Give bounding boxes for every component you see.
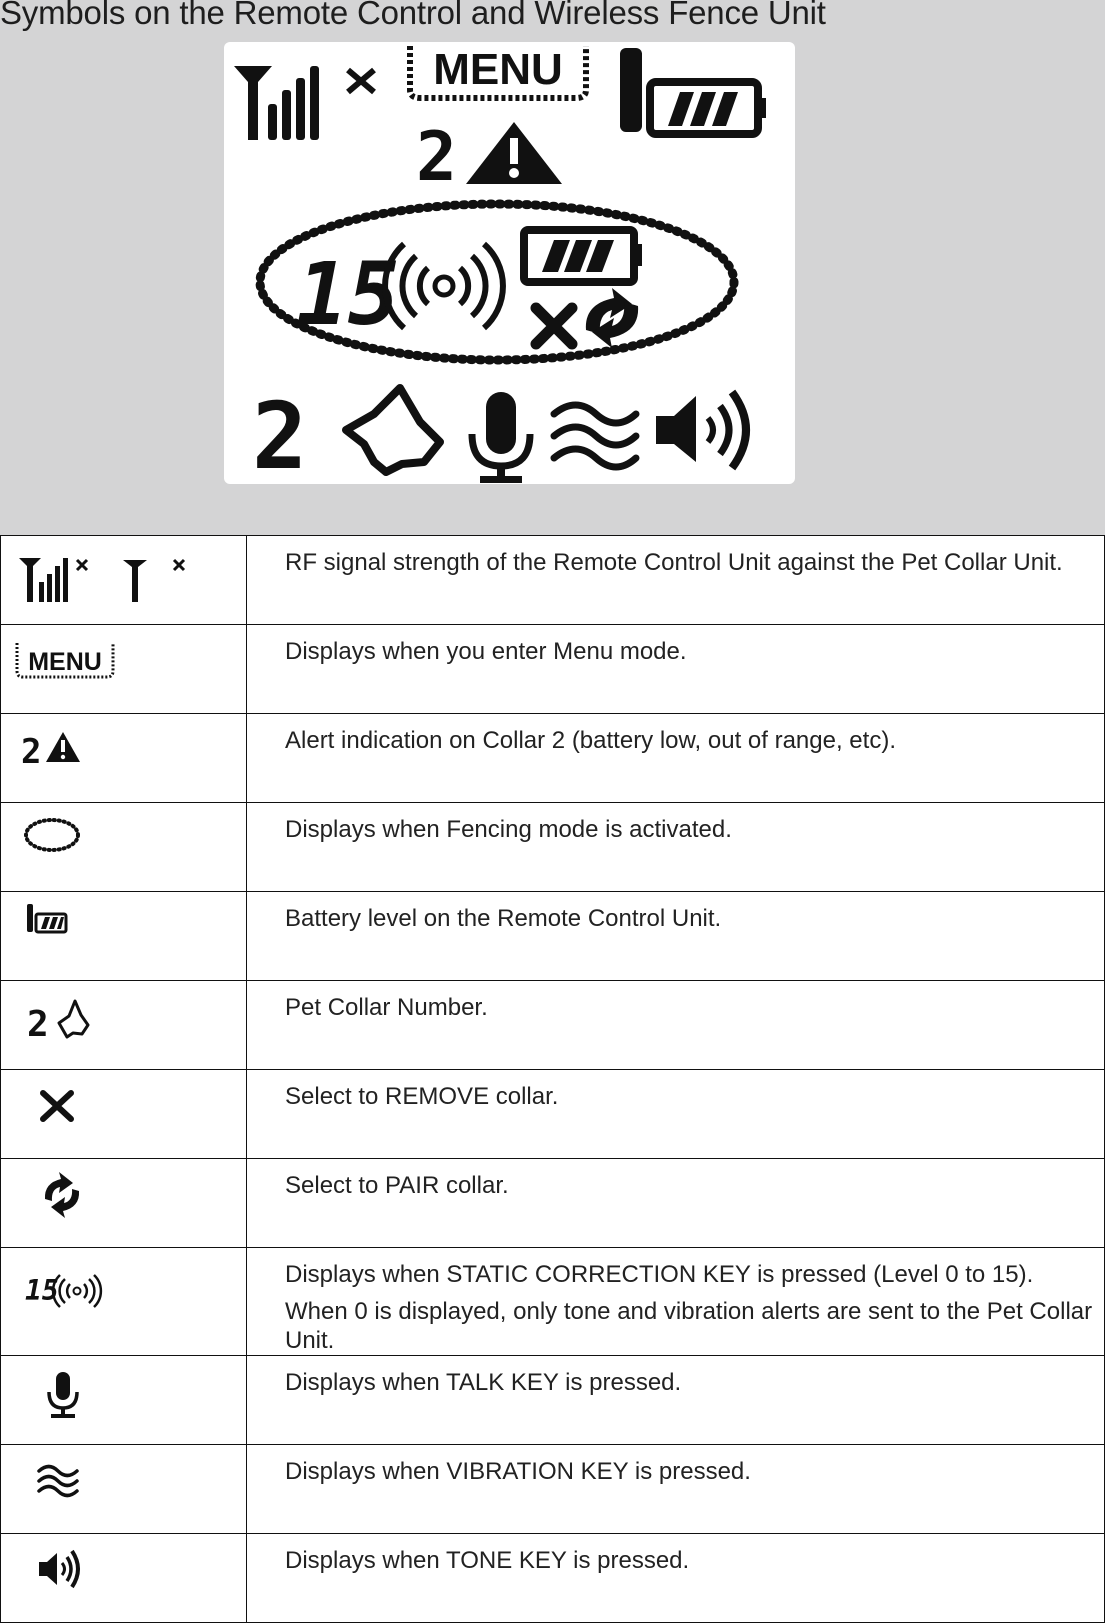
description-cell bbox=[247, 1159, 1105, 1248]
table-row bbox=[1, 1534, 1105, 1623]
row-description: Select to PAIR collar. bbox=[285, 1172, 509, 1199]
description-cell bbox=[247, 1534, 1105, 1623]
menu-icon bbox=[410, 45, 586, 98]
icon-cell bbox=[1, 1445, 247, 1534]
fence-oval-icon bbox=[1, 803, 246, 892]
lcd-display-illustration bbox=[224, 42, 795, 484]
table-row bbox=[1, 892, 1105, 981]
svg-text:15: 15 bbox=[25, 1274, 59, 1307]
description-cell bbox=[247, 1248, 1105, 1356]
remote-battery-icon bbox=[620, 48, 766, 134]
row-description: Displays when Fencing mode is activated. bbox=[285, 816, 732, 843]
rf-signal-icon bbox=[234, 66, 374, 140]
collar-battery-icon bbox=[524, 230, 642, 282]
vibration-waves-icon bbox=[554, 405, 636, 467]
symbols-table bbox=[0, 535, 1105, 1623]
icon-cell bbox=[1, 1534, 247, 1623]
description-cell bbox=[247, 1445, 1105, 1534]
microphone-icon bbox=[1, 1356, 246, 1445]
description-cell bbox=[247, 981, 1105, 1070]
table-row bbox=[1, 1356, 1105, 1445]
table-row bbox=[1, 1159, 1105, 1248]
icon-cell bbox=[1, 714, 247, 803]
icon-cell bbox=[1, 1356, 247, 1445]
table-row bbox=[1, 1445, 1105, 1534]
remove-x-icon bbox=[536, 308, 572, 344]
row-description: Displays when TONE KEY is pressed. bbox=[285, 1547, 690, 1574]
static-correction-icon bbox=[1, 1248, 246, 1351]
row-description: RF signal strength of the Remote Control Unit against the Pet Collar Unit. bbox=[285, 549, 1063, 576]
row-description: Displays when STATIC CORRECTION KEY is pressed (Level 0 to 15). bbox=[285, 1261, 1034, 1288]
table-row bbox=[1, 1070, 1105, 1159]
static-correction-icon bbox=[296, 244, 503, 345]
svg-text:2: 2 bbox=[416, 118, 457, 197]
speaker-tone-icon bbox=[1, 1534, 246, 1623]
description-cell bbox=[247, 892, 1105, 981]
table-row bbox=[1, 625, 1105, 714]
remote-battery-icon bbox=[1, 892, 246, 981]
table-row bbox=[1, 1248, 1105, 1356]
svg-text:2: 2 bbox=[27, 1004, 49, 1045]
row-description: Alert indication on Collar 2 (battery low, out of range, etc). bbox=[285, 727, 896, 754]
table-row bbox=[1, 981, 1105, 1070]
description-cell bbox=[247, 1356, 1105, 1445]
rf-signal-icon bbox=[1, 536, 246, 625]
row-description: Pet Collar Number. bbox=[285, 994, 488, 1021]
dog-head-icon bbox=[346, 388, 440, 472]
icon-cell bbox=[1, 892, 247, 981]
icon-cell bbox=[1, 625, 247, 714]
description-cell bbox=[247, 625, 1105, 714]
page-title: Symbols on the Remote Control and Wireless Fence Unit bbox=[0, 0, 826, 31]
row-description: Battery level on the Remote Control Unit. bbox=[285, 905, 722, 932]
icon-cell bbox=[1, 981, 247, 1070]
icon-cell bbox=[1, 536, 247, 625]
description-cell bbox=[247, 536, 1105, 625]
collar-alert-icon bbox=[416, 118, 562, 197]
pet-collar-number: 2 bbox=[252, 383, 308, 484]
header-panel bbox=[0, 0, 1105, 535]
collar-alert-icon bbox=[1, 714, 246, 803]
description-cell bbox=[247, 1070, 1105, 1159]
table-row bbox=[1, 803, 1105, 892]
icon-cell bbox=[1, 1159, 247, 1248]
icon-cell bbox=[1, 1070, 247, 1159]
svg-text:MENU: MENU bbox=[433, 45, 563, 94]
icon-cell bbox=[1, 803, 247, 892]
remove-x-icon bbox=[1, 1070, 246, 1159]
row-description: Select to REMOVE collar. bbox=[285, 1083, 559, 1110]
speaker-tone-icon bbox=[656, 392, 746, 468]
microphone-icon bbox=[472, 392, 530, 483]
svg-text:2: 2 bbox=[21, 732, 42, 772]
description-cell bbox=[247, 714, 1105, 803]
svg-text:MENU: MENU bbox=[28, 648, 102, 676]
pair-arrows-icon bbox=[1, 1159, 246, 1248]
menu-icon bbox=[1, 625, 246, 714]
table-row bbox=[1, 714, 1105, 803]
vibration-waves-icon bbox=[1, 1445, 246, 1534]
table-row bbox=[1, 536, 1105, 625]
description-cell bbox=[247, 803, 1105, 892]
pair-arrows-icon bbox=[586, 288, 638, 348]
row-description: Displays when you enter Menu mode. bbox=[285, 638, 687, 665]
row-description-note: When 0 is displayed, only tone and vibration alerts are sent to the Pet Collar Unit. bbox=[285, 1298, 1093, 1354]
row-description: Displays when VIBRATION KEY is pressed. bbox=[285, 1458, 751, 1485]
icon-cell bbox=[1, 1248, 247, 1356]
row-description: Displays when TALK KEY is pressed. bbox=[285, 1369, 682, 1396]
svg-text:15: 15 bbox=[296, 245, 400, 345]
pet-collar-number-icon bbox=[1, 981, 246, 1070]
